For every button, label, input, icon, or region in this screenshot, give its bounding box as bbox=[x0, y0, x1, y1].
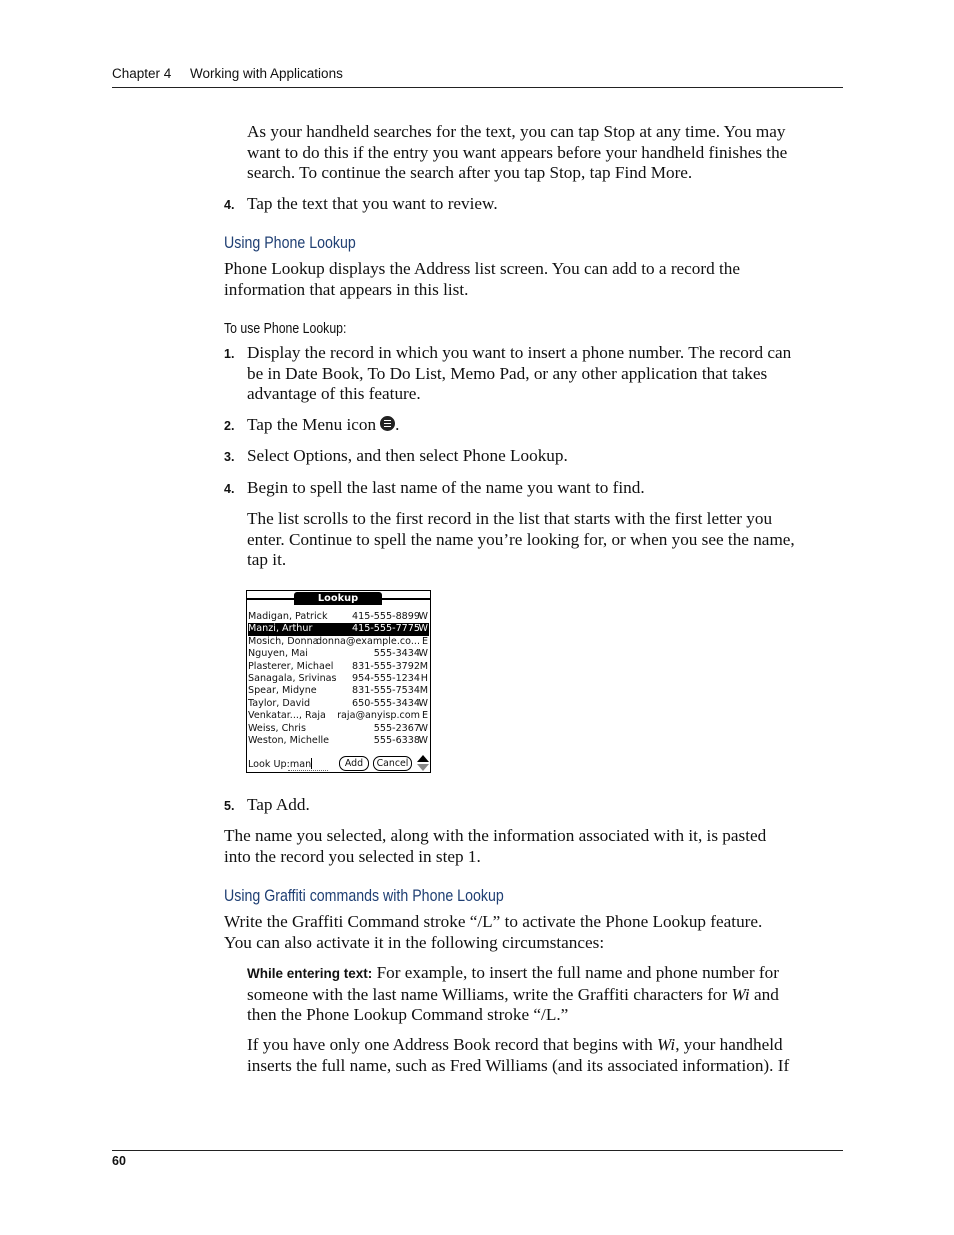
text-line: As your handheld searches for the text, you can tap Stop at any time. You may bbox=[247, 122, 786, 141]
text-line: Write the Graffiti Command stroke “/L” to activate the Phone Lookup feature. bbox=[224, 912, 763, 931]
contact-phone: 831-555-7534 bbox=[352, 685, 420, 697]
phone-type: W bbox=[418, 611, 428, 622]
contact-phone: 954-555-1234 bbox=[352, 673, 420, 684]
scroll-arrows-icon[interactable] bbox=[417, 755, 429, 771]
emphasis: Wi bbox=[657, 1035, 676, 1054]
contact-name: Taylor, David bbox=[248, 697, 311, 709]
step-text bbox=[247, 415, 399, 436]
add-button[interactable]: Add bbox=[339, 756, 369, 771]
page-footer bbox=[112, 1150, 843, 1168]
step-number: 4. bbox=[224, 482, 235, 496]
text-line: be in Date Book, To Do List, Memo Pad, or any other application that takes bbox=[247, 363, 768, 383]
section-label: Working with Applications bbox=[190, 66, 343, 81]
step-number: 1. bbox=[224, 347, 235, 361]
step-text bbox=[247, 343, 791, 405]
step-text: Select Options, and then select Phone Lookup. bbox=[247, 446, 568, 465]
step-text: Tap the text that you want to review. bbox=[247, 194, 498, 213]
text-line: then the Phone Lookup Command stroke “/L.” bbox=[247, 1005, 569, 1024]
lookup-list-item[interactable] bbox=[248, 611, 429, 623]
contact-phone: 831-555-3792 bbox=[352, 660, 420, 672]
lookup-list-item[interactable] bbox=[248, 661, 429, 673]
lookup-list-item[interactable] bbox=[248, 623, 429, 635]
step-number: 5. bbox=[224, 799, 235, 813]
lookup-list-item[interactable] bbox=[248, 698, 429, 710]
contact-phone: 415-555-7775 bbox=[352, 623, 420, 635]
contact-name: Spear, Midyne bbox=[248, 685, 317, 697]
text-run: For example, to insert the full name and phone number for bbox=[376, 963, 779, 982]
lookup-list-item[interactable] bbox=[248, 648, 429, 660]
contact-name: Sanagala, Srivinas bbox=[248, 673, 337, 684]
text-line: Phone Lookup displays the Address list screen. You can add to a record the bbox=[224, 259, 741, 278]
pasted-paragraph bbox=[224, 826, 766, 867]
phone-type: W bbox=[418, 648, 428, 660]
lookup-list-item[interactable] bbox=[248, 735, 429, 747]
screen-title: Lookup bbox=[294, 592, 382, 605]
phone-lookup-description bbox=[224, 259, 740, 300]
contact-name: Mosich, Donna bbox=[248, 635, 319, 647]
lookup-underline bbox=[288, 770, 328, 771]
contact-name: Weiss, Chris bbox=[248, 722, 306, 734]
address-paragraph bbox=[247, 1035, 789, 1076]
step-number: 2. bbox=[224, 419, 235, 433]
text-run: . bbox=[395, 415, 400, 434]
contact-phone: raja@anyisp.com bbox=[337, 710, 420, 722]
lookup-list-item[interactable] bbox=[248, 710, 429, 722]
phone-type: W bbox=[418, 623, 428, 635]
text-line: You can also activate it in the following circumstances: bbox=[224, 932, 605, 952]
text-run: If you have only one Address Book record that begins with bbox=[247, 1035, 658, 1054]
phone-type: W bbox=[418, 735, 428, 746]
chapter-label: Chapter 4 bbox=[112, 66, 172, 81]
contact-name: Plasterer, Michael bbox=[248, 660, 334, 672]
text-run: Tap the Menu icon bbox=[247, 415, 377, 434]
text-run: and bbox=[749, 984, 779, 1004]
text-line: enter. Continue to spell the name you’re looking for, or when you see the name, bbox=[247, 529, 795, 549]
text-run: someone with the last name Williams, write the Graffiti characters for bbox=[247, 984, 732, 1004]
step-number: 4. bbox=[224, 198, 235, 212]
text-line: advantage of this feature. bbox=[247, 384, 421, 403]
procedure-heading: To use Phone Lookup: bbox=[224, 320, 347, 337]
contact-phone: 650-555-3434 bbox=[352, 697, 420, 709]
contact-name: Madigan, Patrick bbox=[248, 611, 328, 622]
cancel-button[interactable]: Cancel bbox=[373, 756, 412, 771]
intro-paragraph bbox=[247, 122, 787, 184]
phone-type: W bbox=[418, 697, 428, 709]
text-line: The name you selected, along with the information associated with it, is pasted bbox=[224, 826, 767, 845]
contact-name: Manzi, Arthur bbox=[248, 623, 313, 635]
text-line: inserts the full name, such as Fred Williams (and its associated information). If bbox=[247, 1055, 790, 1075]
contact-phone: 555-2367 bbox=[373, 722, 420, 734]
contact-name: Venkatar..., Raja bbox=[248, 710, 326, 722]
lookup-input-value[interactable]: man bbox=[289, 759, 312, 770]
screen-title-bar bbox=[247, 591, 430, 607]
while-entering-paragraph bbox=[247, 963, 779, 1026]
lookup-list-item[interactable] bbox=[248, 636, 429, 648]
contact-name: Nguyen, Mai bbox=[248, 648, 308, 660]
emphasis: Wi bbox=[731, 984, 750, 1004]
phone-type: M bbox=[419, 660, 428, 672]
phone-type: E bbox=[421, 710, 428, 722]
lookup-field[interactable] bbox=[248, 758, 312, 770]
contact-name: Weston, Michelle bbox=[248, 735, 330, 746]
text-line: into the record you selected in step 1. bbox=[224, 846, 481, 866]
contact-phone: 555-3434 bbox=[373, 648, 420, 660]
menu-icon bbox=[380, 416, 395, 431]
text-line: Display the record in which you want to insert a phone number. The record can bbox=[247, 343, 792, 362]
text-line: want to do this if the entry you want appears before your handheld finishes the bbox=[247, 142, 788, 162]
phone-type: H bbox=[420, 673, 428, 684]
text-cursor bbox=[311, 758, 312, 769]
step-text: Begin to spell the last name of the name you want to find. bbox=[247, 478, 645, 497]
text-line: tap it. bbox=[247, 550, 287, 569]
step-number: 3. bbox=[224, 450, 235, 464]
section-heading: Using Graffiti commands with Phone Lookup bbox=[224, 887, 504, 905]
contact-phone: 555-6338 bbox=[373, 735, 420, 746]
run-in-heading: While entering text: bbox=[247, 966, 373, 981]
phone-type: M bbox=[419, 685, 428, 697]
text-line: information that appears in this list. bbox=[224, 279, 469, 299]
text-line: The list scrolls to the first record in the list that starts with the first letter you bbox=[247, 509, 773, 528]
text-run: , your handheld bbox=[675, 1035, 783, 1054]
text-line bbox=[247, 1035, 789, 1056]
text-line bbox=[247, 985, 779, 1006]
scroll-paragraph bbox=[247, 509, 795, 571]
step-text: Tap Add. bbox=[247, 795, 310, 814]
contact-phone: donna@example.co... bbox=[315, 635, 420, 647]
phone-type: E bbox=[421, 635, 428, 647]
contact-phone: 415-555-8899 bbox=[352, 611, 420, 622]
text-line bbox=[247, 963, 779, 985]
text-line: search. To continue the search after you tap Stop, tap Find More. bbox=[247, 163, 693, 182]
page-number: 60 bbox=[112, 1154, 126, 1168]
lookup-label: Look Up: bbox=[248, 759, 290, 770]
lookup-list-item[interactable] bbox=[248, 685, 429, 697]
page-header bbox=[112, 66, 843, 88]
section-heading: Using Phone Lookup bbox=[224, 234, 356, 252]
lookup-screen-screenshot bbox=[246, 590, 431, 773]
phone-type: W bbox=[418, 722, 428, 734]
graffiti-paragraph bbox=[224, 912, 762, 953]
lookup-list-item[interactable] bbox=[248, 673, 429, 685]
lookup-list-item[interactable] bbox=[248, 723, 429, 735]
